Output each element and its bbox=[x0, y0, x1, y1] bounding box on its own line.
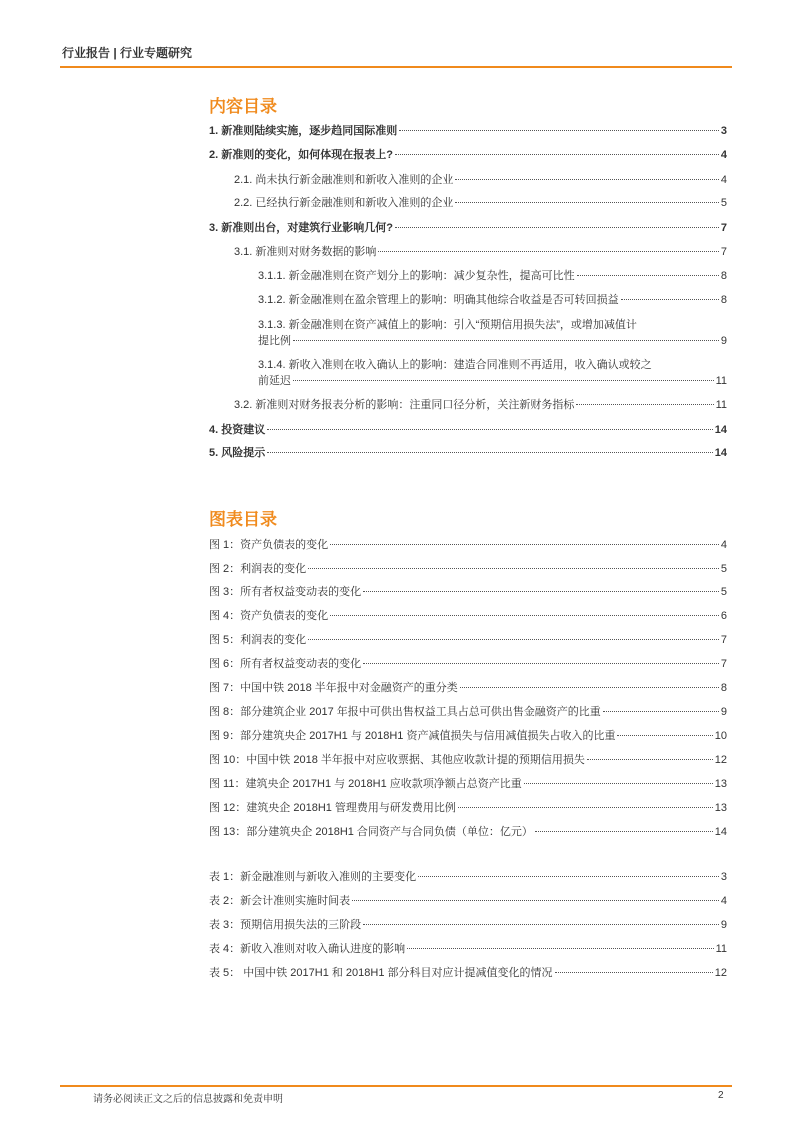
figure-entry[interactable]: 图 10：中国中铁 2018 半年报中对应收票据、其他应收款计提的预期信用损失 12 bbox=[209, 754, 727, 766]
footer-divider bbox=[60, 1085, 732, 1087]
toc-entry[interactable]: 2.2. 已经执行新金融准则和新收入准则的企业 5 bbox=[234, 197, 727, 209]
toc-entry-first-line[interactable]: 3.1.4. 新收入准则在收入确认上的影响：建造合同准则不再适用，收入确认或较之 bbox=[258, 359, 652, 371]
toc-entry[interactable]: 4. 投资建议 14 bbox=[209, 424, 727, 436]
toc-title: 内容目录 bbox=[209, 97, 277, 116]
toc-entry[interactable]: 3.2. 新准则对财务报表分析的影响：注重同口径分析，关注新财务指标 11 bbox=[234, 399, 727, 411]
toc-entry[interactable]: 3.1.1. 新金融准则在资产划分上的影响：减少复杂性，提高可比性 8 bbox=[258, 270, 727, 282]
figure-entry[interactable]: 图 11：建筑央企 2017H1 与 2018H1 应收款项净额占总资产比重 13 bbox=[209, 778, 727, 790]
table-entry[interactable]: 表 3：预期信用损失法的三阶段 9 bbox=[209, 919, 727, 931]
toc-entry[interactable]: 5. 风险提示 14 bbox=[209, 447, 727, 459]
header-divider bbox=[60, 66, 732, 68]
figure-entry[interactable]: 图 4：资产负债表的变化 6 bbox=[209, 610, 727, 622]
toc-entry[interactable]: 1. 新准则陆续实施，逐步趋同国际准则 3 bbox=[209, 125, 727, 137]
figure-entry[interactable]: 图 6：所有者权益变动表的变化 7 bbox=[209, 658, 727, 670]
toc-entry[interactable]: 3.1. 新准则对财务数据的影响 7 bbox=[234, 246, 727, 258]
figure-entry[interactable]: 图 2：利润表的变化 5 bbox=[209, 563, 727, 575]
figure-entry[interactable]: 图 5：利润表的变化 7 bbox=[209, 634, 727, 646]
table-entry[interactable]: 表 2：新会计准则实施时间表 4 bbox=[209, 895, 727, 907]
toc-entry[interactable]: 提比例 9 bbox=[258, 335, 727, 347]
figures-title: 图表目录 bbox=[209, 510, 277, 529]
figure-entry[interactable]: 图 7：中国中铁 2018 半年报中对金融资产的重分类 8 bbox=[209, 682, 727, 694]
table-entry[interactable]: 表 4：新收入准则对收入确认进度的影响 11 bbox=[209, 943, 727, 955]
disclaimer-note: 请务必阅读正文之后的信息披露和免责申明 bbox=[93, 1094, 283, 1105]
page-number: 2 bbox=[718, 1090, 724, 1101]
figure-entry[interactable]: 图 12：建筑央企 2018H1 管理费用与研发费用比例 13 bbox=[209, 802, 727, 814]
toc-entry[interactable]: 前延迟 11 bbox=[258, 375, 727, 387]
table-entry[interactable]: 表 1：新金融准则与新收入准则的主要变化 3 bbox=[209, 871, 727, 883]
toc-entry[interactable]: 2.1. 尚未执行新金融准则和新收入准则的企业 4 bbox=[234, 174, 727, 186]
figure-entry[interactable]: 图 3：所有者权益变动表的变化 5 bbox=[209, 586, 727, 598]
toc-entry[interactable]: 2. 新准则的变化，如何体现在报表上? 4 bbox=[209, 149, 727, 161]
figure-entry[interactable]: 图 9：部分建筑央企 2017H1 与 2018H1 资产减值损失与信用减值损失占收入的比重 10 bbox=[209, 730, 727, 742]
toc-entry[interactable]: 3.1.2. 新金融准则在盈余管理上的影响：明确其他综合收益是否可转回损益 8 bbox=[258, 294, 727, 306]
table-entry[interactable]: 表 5： 中国中铁 2017H1 和 2018H1 部分科目对应计提减值变化的情况 12 bbox=[209, 967, 727, 979]
toc-entry-first-line[interactable]: 3.1.3. 新金融准则在资产减值上的影响：引入“预期信用损失法”，或增加减值计 bbox=[258, 319, 637, 331]
report-header: 行业报告 | 行业专题研究 bbox=[62, 46, 193, 60]
figure-entry[interactable]: 图 13：部分建筑央企 2018H1 合同资产与合同负债（单位：亿元） 14 bbox=[209, 826, 727, 838]
toc-entry[interactable]: 3. 新准则出台，对建筑行业影响几何? 7 bbox=[209, 222, 727, 234]
figure-entry[interactable]: 图 1：资产负债表的变化 4 bbox=[209, 539, 727, 551]
figure-entry[interactable]: 图 8：部分建筑企业 2017 年报中可供出售权益工具占总可供出售金融资产的比重 9 bbox=[209, 706, 727, 718]
